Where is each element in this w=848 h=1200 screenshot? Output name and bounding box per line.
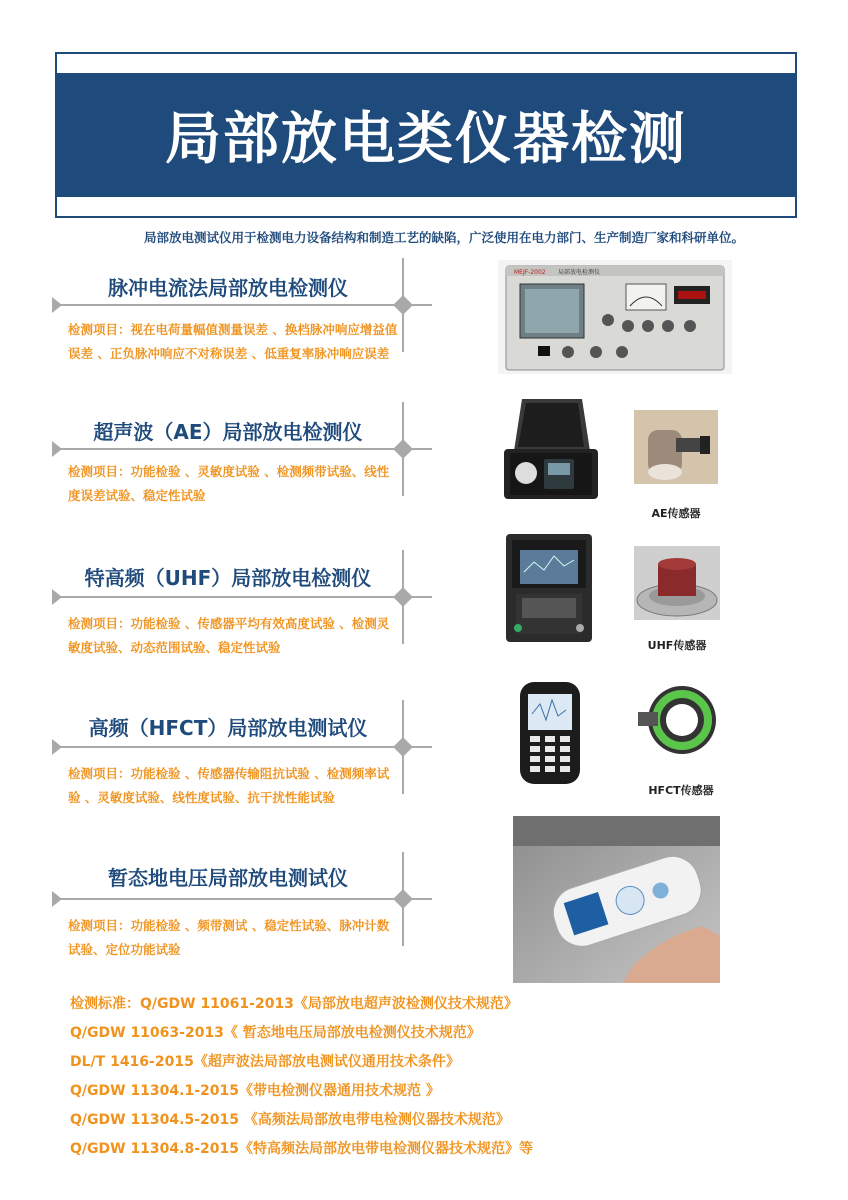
arrow-icon xyxy=(52,441,62,457)
uhf-instrument-image xyxy=(504,532,594,644)
section-ae xyxy=(52,402,432,512)
ae-instrument-image xyxy=(500,395,600,503)
uhf-sensor-image xyxy=(634,546,720,620)
section-title: 高频（HFCT）局部放电测试仪 xyxy=(88,716,368,740)
section-title: 暂态地电压局部放电测试仪 xyxy=(108,866,348,890)
ae-sensor-caption: AE传感器 xyxy=(651,507,701,520)
standard-item: Q/GDW 11063-2013《 暂态地电压局部放电检测仪技术规范》 xyxy=(70,1025,481,1041)
diamond-icon xyxy=(393,889,413,909)
hfct-instrument-image xyxy=(516,680,584,786)
section-title: 脉冲电流法局部放电检测仪 xyxy=(108,276,348,300)
pulse-instrument-image xyxy=(498,260,732,374)
section-pulse-current xyxy=(52,258,432,398)
hfct-sensor-image xyxy=(636,678,726,764)
section-desc: 检测项目：功能检验 、灵敏度试验 、检测频带试验、线性度误差试验、稳定性试验 xyxy=(68,464,390,503)
device-name-label: 局部放电检测仪 xyxy=(558,269,601,276)
section-desc: 检测项目：功能检验 、频带测试 、稳定性试验、脉冲计数试验、定位功能试验 xyxy=(68,918,390,957)
ae-sensor-image xyxy=(634,410,718,484)
section-desc: 检测项目：视在电荷量幅值测量误差 、换档脉冲响应增益值误差 、正负脉冲响应不对称误差 、低重复率脉冲响应误差 xyxy=(68,322,398,361)
standard-item: 检测标准：Q/GDW 11061-2013《局部放电超声波检测仪技术规范》 xyxy=(70,996,518,1012)
uhf-sensor-caption: UHF传感器 xyxy=(647,639,707,652)
arrow-icon xyxy=(52,589,62,605)
standards-list xyxy=(70,990,810,1164)
section-hfct xyxy=(52,700,432,830)
header-banner xyxy=(57,73,795,197)
tev-instrument-image xyxy=(513,816,720,983)
standard-item: DL/T 1416-2015《超声波法局部放电测试仪通用技术条件》 xyxy=(70,1054,460,1070)
intro-text: 局部放电测试仪用于检测电力设备结构和制造工艺的缺陷，广泛使用在电力部门、生产制造厂家和科研单位。 xyxy=(143,230,744,245)
section-tev xyxy=(52,852,432,972)
section-uhf xyxy=(52,550,432,660)
arrow-icon xyxy=(52,891,62,907)
section-title: 超声波（AE）局部放电检测仪 xyxy=(93,420,363,444)
standard-item: Q/GDW 11304.1-2015《带电检测仪器通用技术规范 》 xyxy=(70,1083,440,1099)
device-model-label: MEJF-2002 xyxy=(514,269,546,276)
section-desc: 检测项目：功能检验 、传感器传输阻抗试验 、检测频率试验 、灵敏度试验、线性度试验、抗干扰性能试验 xyxy=(68,766,390,805)
arrow-icon xyxy=(52,297,62,313)
arrow-icon xyxy=(52,739,62,755)
hfct-sensor-caption: HFCT传感器 xyxy=(648,784,714,797)
section-desc: 检测项目：功能检验 、传感器平均有效高度试验 、检测灵敏度试验、动态范围试验、稳定性试验 xyxy=(68,616,390,655)
standard-item: Q/GDW 11304.5-2015 《高频法局部放电带电检测仪器技术规范》 xyxy=(70,1112,510,1128)
standard-item: Q/GDW 11304.8-2015《特高频法局部放电带电检测仪器技术规范》等 xyxy=(70,1141,533,1157)
section-title: 特高频（UHF）局部放电检测仪 xyxy=(84,566,372,590)
page-title: 局部放电类仪器检测 xyxy=(165,107,687,172)
